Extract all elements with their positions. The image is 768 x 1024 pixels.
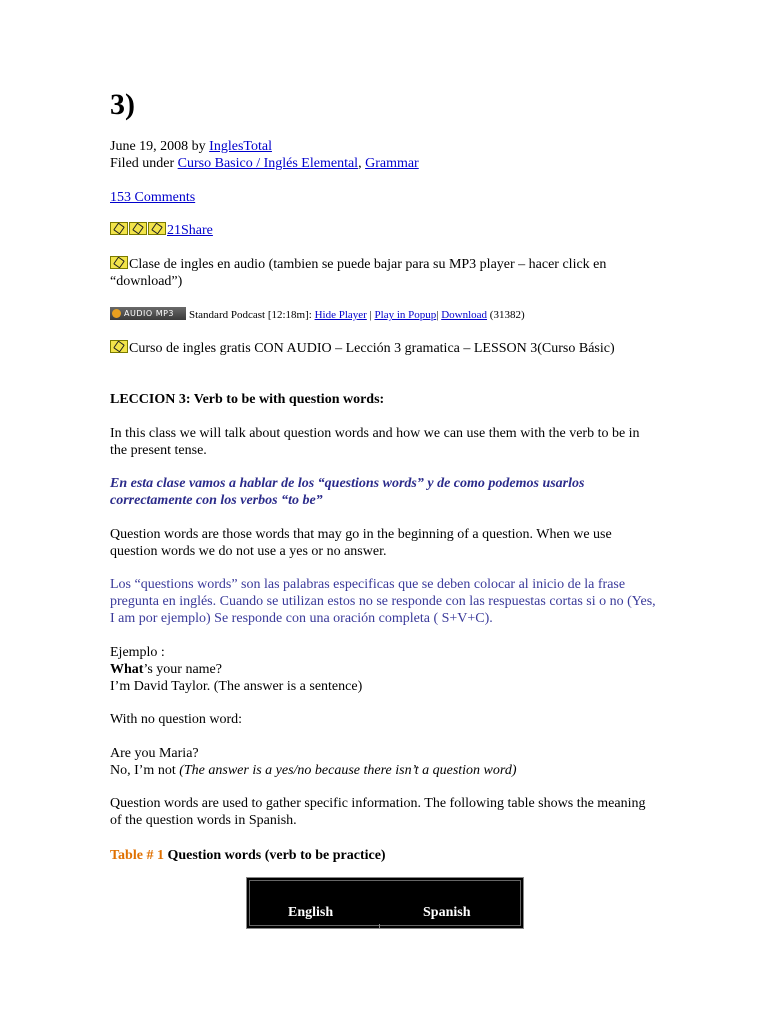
post-title: 3) [110,88,135,121]
intro-paragraph: In this class we will talk about question words and how we can use them with the verb to be in the present tense. [110,426,640,458]
category-link-grammar[interactable]: Grammar [365,156,419,171]
example-answer: I’m David Taylor. (The answer is a sentence) [110,679,363,694]
no-question-word-block [110,745,516,779]
author-link[interactable]: InglesTotal [209,139,272,154]
mp3-icon [112,309,121,318]
table-divider [379,924,380,928]
image-placeholder-icon [110,256,128,269]
category-separator: , [358,156,362,171]
table-header-english: English [288,905,334,920]
intro-paragraph-spanish: En esta clase vamos a hablar de los “questions words” y de como podemos usarlos correctamente con los verbos “to be” [110,476,585,508]
post-date: June 19, 2008 by [110,139,206,154]
example-block [110,644,362,695]
podcast-label: Standard Podcast [12:18m]: [189,309,312,321]
lesson-heading: LECCION 3: Verb to be with question words: [110,392,385,407]
example-label: Ejemplo : [110,645,165,660]
filed-under [110,155,419,172]
share-icon[interactable] [110,222,128,235]
share-row [110,222,213,239]
download-link[interactable]: Download [441,309,488,321]
comments-link[interactable]: 153 Comments [110,190,196,205]
share-icon[interactable] [129,222,147,235]
no-question-word-label: With no question word: [110,712,243,727]
play-in-popup-link[interactable]: Play in Popup [374,309,437,321]
audio-mp3-badge[interactable]: AUDIO MP3 [110,307,186,320]
example-question: What’s your name? [110,662,222,677]
share-icon[interactable] [148,222,166,235]
course-line: Curso de ingles gratis CON AUDIO – Lección 3 gramatica – LESSON 3(Curso Básic) [110,340,650,357]
download-count: (31382) [489,309,525,321]
category-link-curso-basico[interactable]: Curso Basico / Inglés Elemental [177,156,359,171]
specific-info-paragraph: Question words are used to gather specific information. The following table shows the meaning of the question words in Spanish. [110,796,646,828]
question-words-paragraph: Question words are those words that may go in the beginning of a question. When we use question words we do not use a yes or no answer. [110,527,612,559]
table-caption: Table # 1 Question words (verb to be practice) [110,848,386,863]
question-words-paragraph-spanish: Los “questions words” son las palabras especificas que se deben colocar al inicio de la frase pregunta en inglés. Cuando se utilizan estos no se responde con las respuestas cortas si o no (Yes, I am por ejemplo) Se responde con una oración completa ( S+V+C). [110,577,656,626]
no-qw-answer: No, I’m not (The answer is a yes/no because there isn’t a question word) [110,763,517,778]
podcast-player: AUDIO MP3 Standard Podcast [12:18m]: Hide Player | Play in Popup| Download (31382) [110,307,525,322]
share-link[interactable]: 21Share [167,223,213,238]
post-meta [110,138,272,155]
audio-note: Clase de ingles en audio (tambien se puede bajar para su MP3 player – hacer click en “download”) [110,257,607,289]
image-placeholder-icon [110,340,128,353]
no-qw-question: Are you Maria? [110,746,199,761]
filed-label: Filed under [110,156,175,171]
hide-player-link[interactable]: Hide Player [314,309,367,321]
question-words-table [246,877,524,929]
table-header-spanish: Spanish [423,905,471,920]
